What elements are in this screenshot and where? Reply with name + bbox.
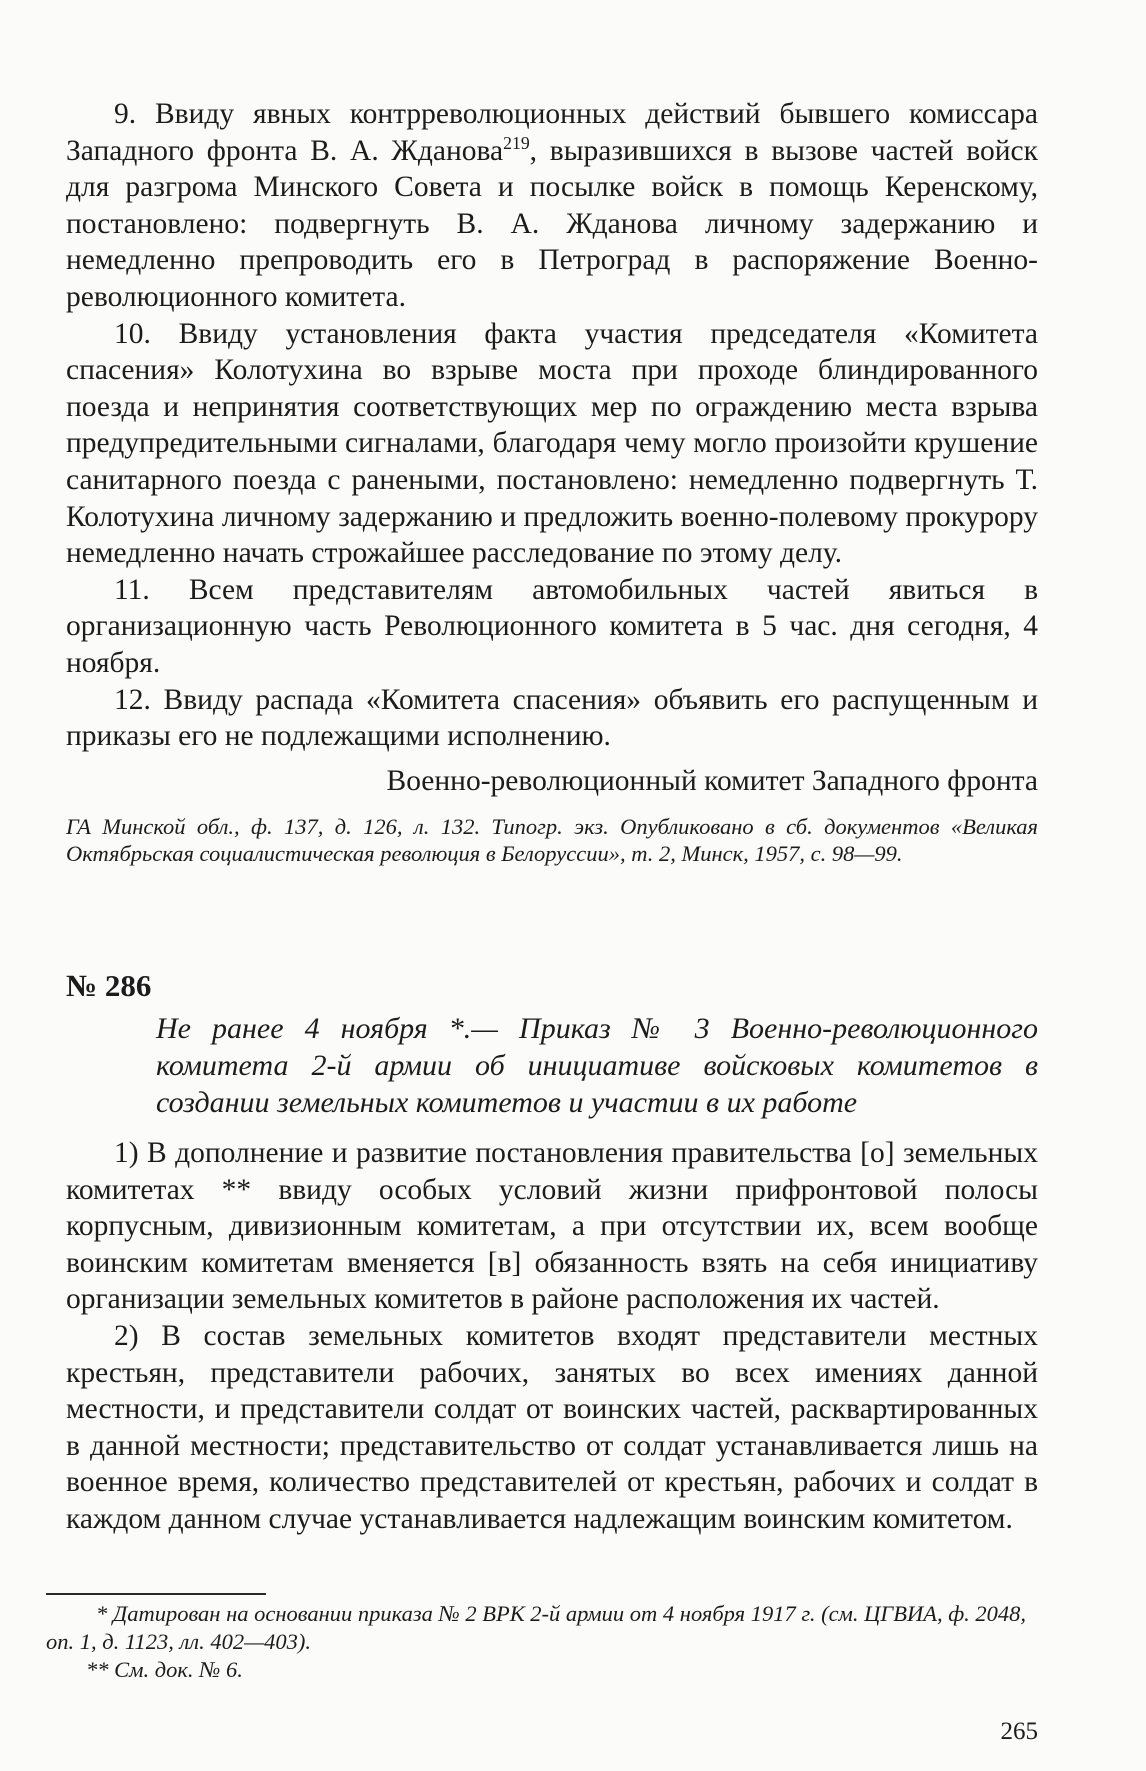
footnote-1: * Датирован на основании приказа № 2 ВРК 2-й армии от 4 ноября 1917 г. (см. ЦГВИА, ф. 2048, оп. 1, д. 1123, лл. 402—403). (46, 1601, 1027, 1654)
paragraph-1: 1) В дополнение и развитие постановления правительства [о] земельных комитетах ** ввиду особых условий жизни прифронтовой полосы корпусным, дивизионным комитетам, а при отсутствии их, всем вообще воинским комитетам вменяется [в] обязанность взять на себя инициативу организации земельных комитетов в районе расположения их частей. (66, 1137, 1038, 1316)
paragraph-10: 10. Ввиду установления факта участия председателя «Комитета спасения» Колотухина во взрыве моста при проходе блиндированного поезда и непринятия соответствующих мер по ограждению места взрыва предупредительными сигналами, благодаря чему могло произойти крушение санитарного поезда с ранеными, постановлено: немедленно подвергнуть Т. Колотухина личному задержанию и предложить военно-полевому прокурору немедленно начать строжайшее расследование по этому делу. (66, 317, 1038, 570)
paragraph-9 (66, 96, 1038, 316)
top-section (66, 96, 1038, 868)
paragraph-9-text: 9. Ввиду явных контрреволюционных действий бывшего комиссара Западного фронта В. А. Жданова (66, 98, 1038, 167)
document-title: Не ранее 4 ноября *.— Приказ № 3 Военно-революционного комитета 2-й армии об инициативе войсковых комитетов в создании земельных комитетов и участии в их работе (156, 1012, 1038, 1119)
footnote-2: ** См. док. № 6. (86, 1657, 243, 1682)
footnote-ref-219: 219 (503, 132, 530, 153)
paragraph-9-text-rest: , выразившихся в вызове частей войск для разгрома Минского Совета и посылке войск в помощь Керенскому, постановлено: подвергнуть В. А. Жданова личному задержанию и немедленно препроводить его в Петроград в распоряжение Военно-революционного комитета. (66, 134, 1038, 313)
footnote-divider (46, 1593, 266, 1595)
archive-source: ГА Минской обл., ф. 137, д. 126, л. 132. Типогр. экз. Опубликовано в сб. документов «Великая Октябрьская социалистическая революция в Белоруссии», т. 2, Минск, 1957, с. 98—99. (66, 813, 1038, 867)
signature: Военно-революционный комитет Западного фронта (386, 764, 1038, 797)
page-number: 265 (1000, 1718, 1038, 1745)
paragraph-2: 2) В состав земельных комитетов входят представители местных крестьян, представители рабочих, занятых во всех имениях данной местности, и представители солдат от воинских частей, расквартированных в данной местности; представительство от солдат устанавливается лишь на военное время, количество представителей от крестьян, рабочих и солдат в каждом данном случае устанавливается надлежащим воинским комитетом. (66, 1319, 1038, 1535)
document-body (66, 1135, 1038, 1538)
document-number: № 286 (66, 968, 152, 1003)
paragraph-12: 12. Ввиду распада «Комитета спасения» объявить его распущенным и приказы его не подлежащими исполнению. (66, 683, 1038, 753)
paragraph-11: 11. Всем представителям автомобильных частей явиться в организационную часть Революционного комитета в 5 час. дня сегодня, 4 ноября. (66, 573, 1038, 679)
footnotes (46, 1600, 1038, 1684)
